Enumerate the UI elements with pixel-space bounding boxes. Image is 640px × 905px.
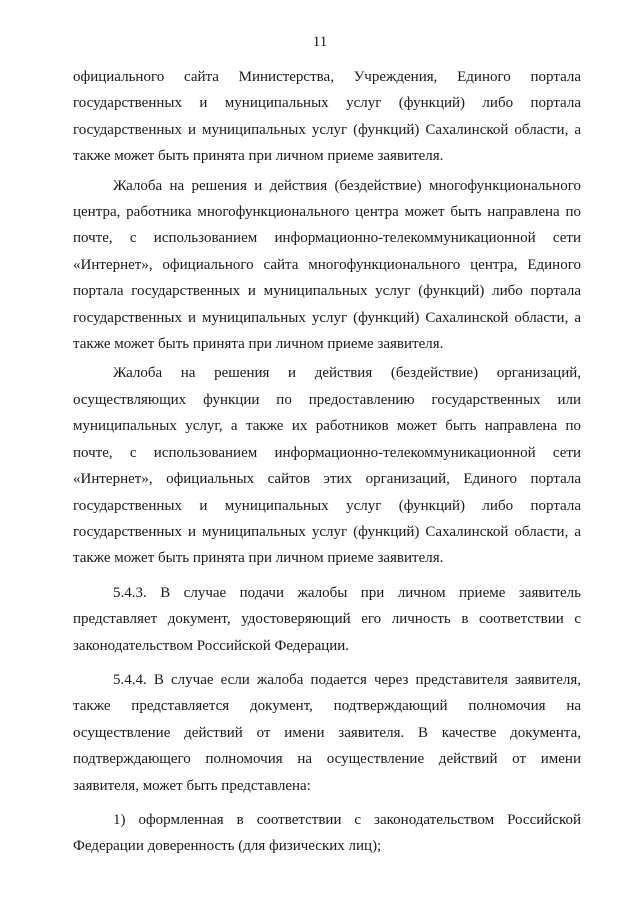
paragraph-item-1: 1) оформленная в соответствии с законодательством Российской Федерации доверенность (для физических лиц);: [73, 811, 581, 855]
paragraph-organizations-complaint: Жалоба на решения и действия (бездействие) организаций, осуществляющих функции по предоставлению государственных или муниципальных услуг, а также их работников может быть направлена по почте, с использованием информационно-телекоммуникационной сети «Интернет», официальных сайтов этих организаций, Единого портала государственных и муниципальных услуг (функций) либо портала государственных и муниципальных услуг (функций) Сахалинской области, а также может быть принята при личном приеме заявителя.: [73, 365, 581, 567]
paragraph-continuation: официального сайта Министерства, Учреждения, Единого портала государственных и муниципальных услуг (функций) либо портала государственных и муниципальных услуг (функций) Сахалинской области, а также может быть принята при личном приеме заявителя.: [73, 69, 581, 165]
page-number: 11: [312, 34, 328, 50]
paragraph-5-4-3: 5.4.3. В случае подачи жалобы при личном приеме заявитель представляет документ, удостоверяющий его личность в соответствии с законодательством Российской Федерации.: [73, 584, 581, 654]
document-body: [73, 64, 581, 860]
paragraph-5-4-4: 5.4.4. В случае если жалоба подается через представителя заявителя, также представляется документ, подтверждающий полномочия на осуществление действий от имени заявителя. В качестве документа, подтверждающего полномочия на осуществление действий от имени заявителя, может быть представлена:: [73, 671, 581, 794]
paragraph-mfc-complaint: Жалоба на решения и действия (бездействие) многофункционального центра, работника многофункционального центра может быть направлена по почте, с использованием информационно-телекоммуникационной сети «Интернет», официального сайта многофункционального центра, Единого портала государственных и муниципальных услуг (функций) либо портала государственных и муниципальных услуг (функций) Сахалинской области, а также может быть принята при личном приеме заявителя.: [73, 177, 581, 353]
